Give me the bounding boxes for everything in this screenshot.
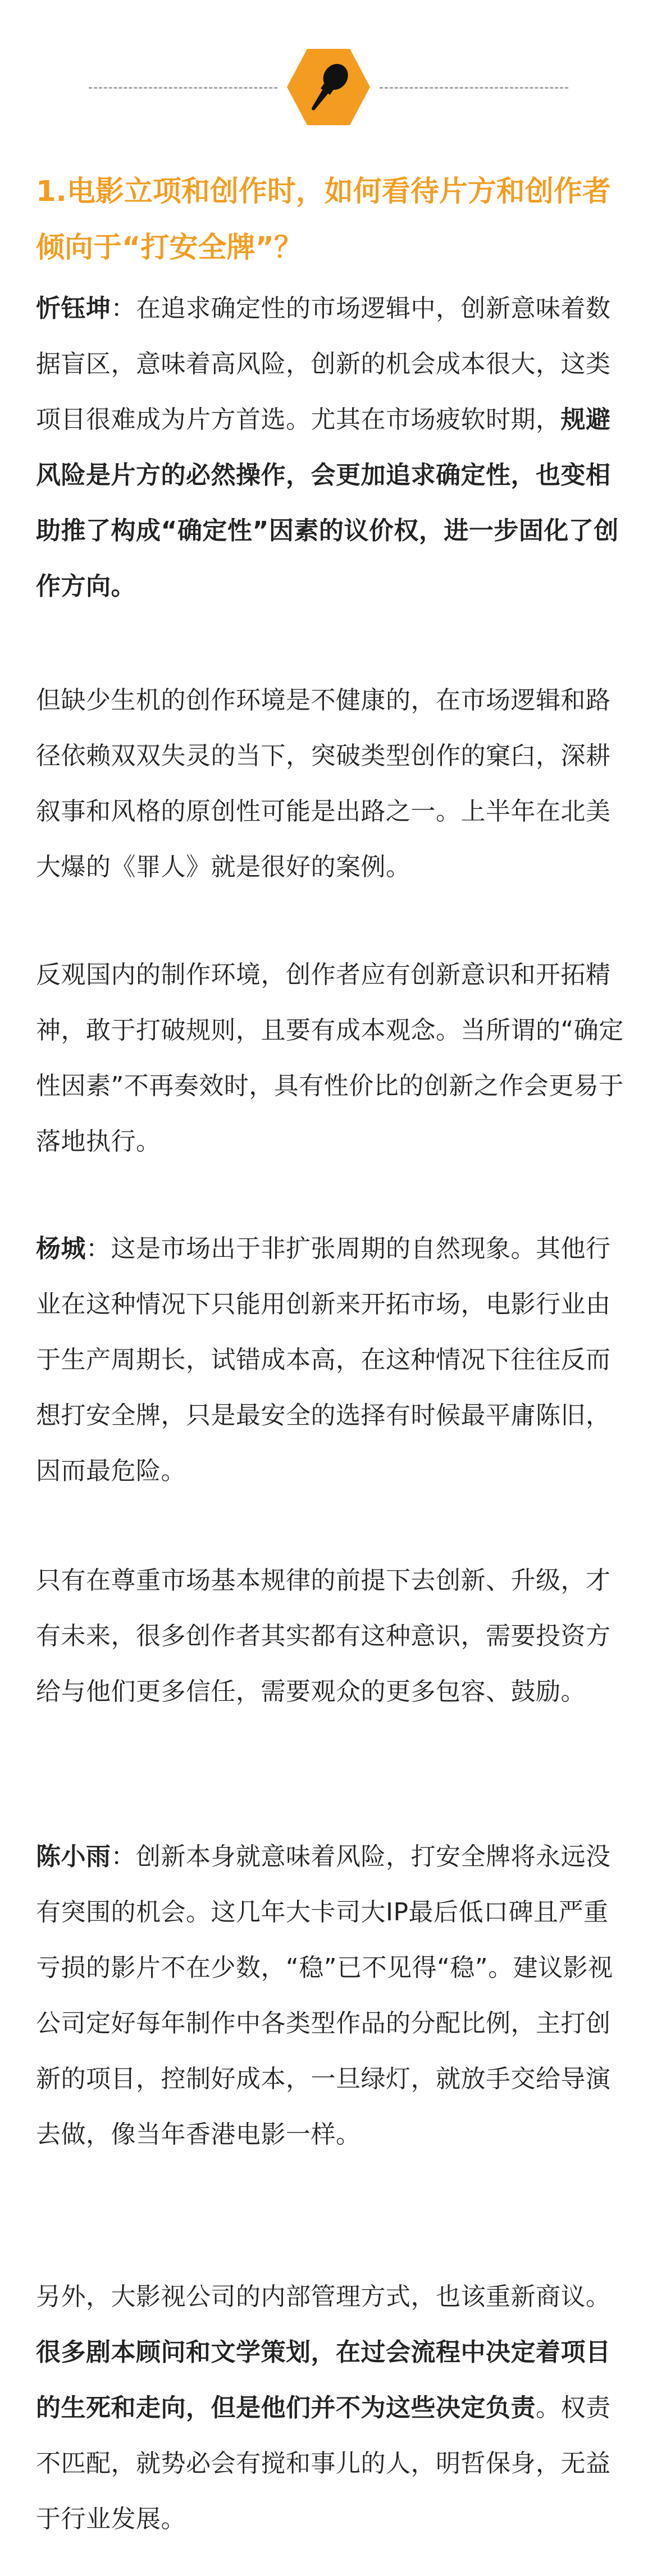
dashed-divider-left bbox=[89, 87, 277, 89]
body-text: 。权责不匹配，就势必会有搅和事儿的人，明哲保身，无益于行业发展。 bbox=[36, 2394, 611, 2533]
paragraph bbox=[36, 281, 626, 614]
paragraph bbox=[36, 2269, 626, 2547]
paragraph bbox=[36, 672, 626, 895]
body-text: ：这是市场出于非扩张周期的自然现象。其他行业在这种情况下只能用创新来开拓市场，电影行业由于生产周期长，试错成本高，在这种情况下往往反而想打安全牌，只是最安全的选择有时候最平庸陈旧，因而最危险。 bbox=[36, 1234, 611, 1485]
emphasis-text: 规避风险是片方的必然操作，会更加追求确定性，也变相助推了构成“确定性”因素的议价权，进一步固化了创作方向。 bbox=[36, 405, 619, 601]
emphasis-text: 很多剧本顾问和文学策划，在过会流程中决定着项目的生死和走向，但是他们并不为这些决定负责 bbox=[36, 2338, 611, 2422]
body-text: ：在追求确定性的市场逻辑中，创新意味着数据盲区，意味着高风险，创新的机会成本很大，这类项目很难成为片方首选。尤其在市场疲软时期， bbox=[36, 294, 611, 434]
body-text: ：创新本身就意味着风险，打安全牌将永远没有突围的机会。这几年大卡司大IP最后低口碑且严重亏损的影片不在少数，“稳”已不见得“稳”。建议影视公司定好每年制作中各类型作品的分配比例，主打创新的项目，控制好成本，一旦绿灯，就放手交给导演去做，像当年香港电影一样。 bbox=[36, 1842, 613, 2149]
question-heading: 1.电影立项和创作时，如何看待片方和创作者倾向于“打安全牌”？ bbox=[36, 175, 611, 264]
microphone-icon bbox=[286, 48, 371, 126]
body-text: 反观国内的制作环境，创作者应有创新意识和开拓精神，敢于打破规则，且要有成本观念。当所谓的“确定性因素”不再奏效时，具有性价比的创新之作会更易于落地执行。 bbox=[36, 960, 624, 1156]
section-header bbox=[0, 48, 657, 126]
speaker-name: 忻钰坤 bbox=[36, 294, 111, 323]
body-text: 只有在尊重市场基本规律的前提下去创新、升级，才有未来，很多创作者其实都有这种意识，需要投资方给与他们更多信任，需要观众的更多包容、鼓励。 bbox=[36, 1566, 611, 1706]
body-text: 但缺少生机的创作环境是不健康的，在市场逻辑和路径依赖双双失灵的当下，突破类型创作的窠臼，深耕叙事和风格的原创性可能是出路之一。上半年在北美大爆的《罪人》就是很好的案例。 bbox=[36, 686, 611, 881]
dashed-divider-right bbox=[380, 87, 568, 89]
speaker-name: 杨城 bbox=[36, 1234, 86, 1263]
paragraph bbox=[36, 1829, 626, 2162]
speaker-name: 陈小雨 bbox=[36, 1842, 111, 1871]
body-text: 另外，大影视公司的内部管理方式，也该重新商议。 bbox=[36, 2282, 611, 2311]
paragraph bbox=[36, 947, 626, 1169]
paragraph bbox=[36, 1221, 626, 1499]
paragraph bbox=[36, 1553, 626, 1719]
